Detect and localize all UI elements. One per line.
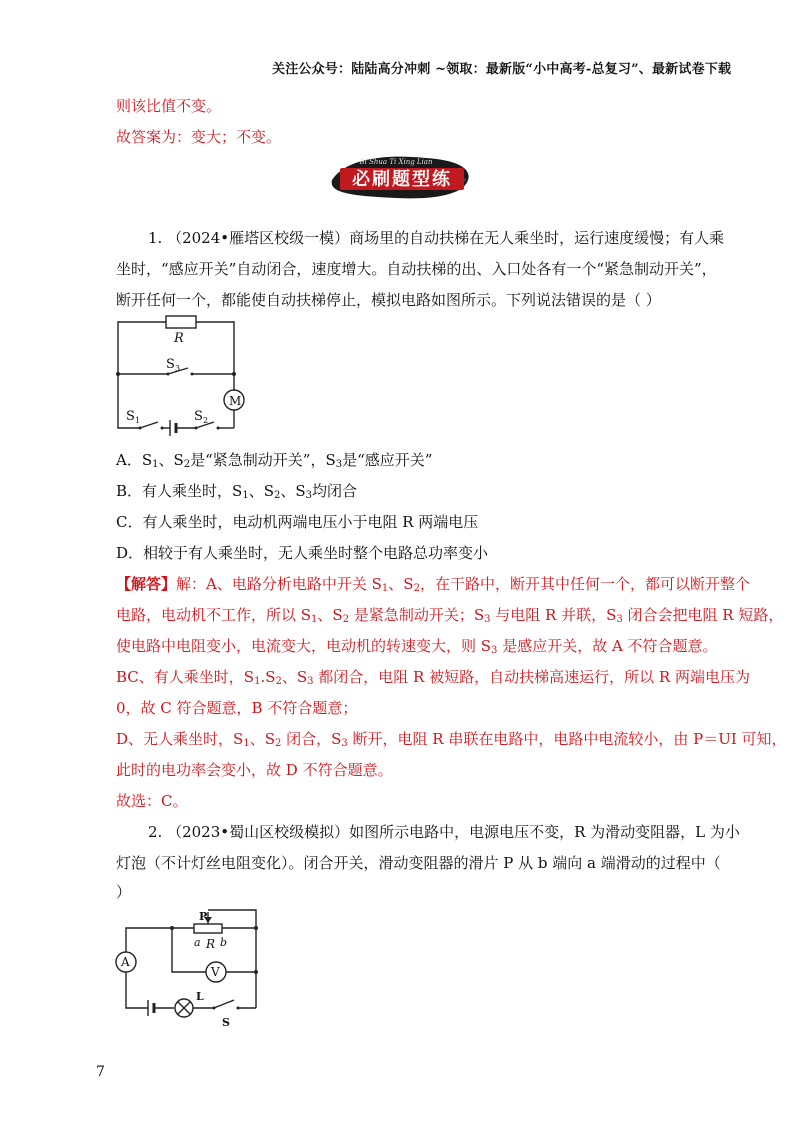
q2-label-a: a	[194, 936, 201, 949]
banner-script-text: Bi Shua Ti Xing Lian	[359, 158, 433, 166]
q1-answer-line-1: 【解答】解：A、电路分析电路中开关 $S_1$、$S_2$，在干路中，断开其中任何一个，都可以断开整个	[116, 575, 750, 594]
section-banner	[326, 150, 474, 202]
intro-line-2: 故答案为：变大；不变。	[116, 128, 282, 146]
q1-answer-line-4: BC、有人乘坐时，$S_1.S_2$、$S_3$ 都闭合，电阻 R 被短路，自动扶梯高速运行，所以 R 两端电压为	[116, 668, 750, 687]
q2-stem-line-3: ）	[116, 883, 132, 901]
q1-answer-line-2: 电路，电动机不工作，所以 $S_1$、$S_2$ 是紧急制动开关；$S_3$ 与电阻 R 并联，$S_3$ 闭合会把电阻 R 短路，	[116, 606, 784, 625]
q2-label-switch: S	[222, 1016, 230, 1029]
q1-stem-line-1: 1. （2024•雁塔区校级一模）商场里的自动扶梯在无人乘坐时，运行速度缓慢；有人乘	[148, 229, 725, 247]
q1-label-s3-sub: 3	[175, 364, 181, 373]
banner-brush-icon	[326, 150, 474, 202]
q1-answer-line-8: 故选：C。	[116, 792, 188, 810]
q1-option-c: C．有人乘坐时，电动机两端电压小于电阻 R 两端电压	[116, 513, 479, 531]
q2-label-p: P	[199, 910, 208, 923]
banner-title: 必刷题型练	[352, 169, 452, 190]
q2-stem-line-2: 灯泡（不计灯丝电阻变化）。闭合开关，滑动变阻器的滑片 P 从 b 端向 a 端滑动的过程中（	[116, 854, 721, 872]
q2-label-ammeter: A	[121, 955, 130, 969]
page-number: 7	[96, 1064, 105, 1080]
q1-label-s1: S	[126, 409, 135, 424]
q1-answer-line-6: D、无人乘坐时，$S_1$、$S_2$ 闭合，$S_3$ 断开，电阻 R 串联在电路中，电路中电流较小，由 P＝UI 可知，	[116, 730, 787, 749]
q1-answer-line-3: 使电路中电阻变小，电流变大，电动机的转速变大，则 $S_3$ 是感应开关，故 A 不符合题意。	[116, 637, 718, 656]
page-header: 关注公众号：陆陆高分冲刺 ~领取：最新版“小中高考-总复习”、最新试卷下载	[272, 62, 732, 77]
q1-label-s1-sub: 1	[135, 416, 141, 425]
q1-option-a: A．$S_1$、$S_2$是“紧急制动开关”，$S_3$是“感应开关”	[116, 451, 433, 470]
q2-label-voltmeter: V	[211, 965, 220, 979]
q2-label-b: b	[220, 936, 228, 949]
q2-circuit-diagram	[110, 904, 270, 1029]
q1-option-b: B．有人乘坐时，$S_1$、$S_2$、$S_3$均闭合	[116, 482, 358, 501]
q1-label-s2-sub: 2	[203, 416, 209, 425]
q1-option-d: D．相较于有人乘坐时，无人乘坐时整个电路总功率变小	[116, 544, 489, 562]
q2-stem-line-1: 2. （2023•蜀山区校级模拟）如图所示电路中，电源电压不变，R 为滑动变阻器，L 为小	[148, 823, 740, 841]
q1-label-r: R	[174, 331, 184, 346]
q1-stem-line-3: 断开任何一个，都能使自动扶梯停止，模拟电路如图所示。下列说法错误的是（ ）	[116, 291, 661, 309]
q1-label-m: M	[229, 394, 242, 408]
q1-answer-line-7: 此时的电功率会变小，故 D 不符合题意。	[116, 761, 393, 779]
intro-line-1: 则该比值不变。	[116, 97, 222, 115]
q1-answer-line-5: 0，故 C 符合题意，B 不符合题意；	[116, 699, 358, 717]
q1-circuit-diagram	[110, 310, 250, 440]
q1-stem-line-2: 坐时，“感应开关”自动闭合，速度增大。自动扶梯的出、入口处各有一个“紧急制动开关”，	[116, 260, 717, 278]
q1-label-s2: S	[194, 409, 203, 424]
q2-label-lamp: L	[196, 990, 204, 1003]
q1-label-s3: S	[166, 357, 175, 372]
q2-label-r: R	[206, 937, 216, 951]
